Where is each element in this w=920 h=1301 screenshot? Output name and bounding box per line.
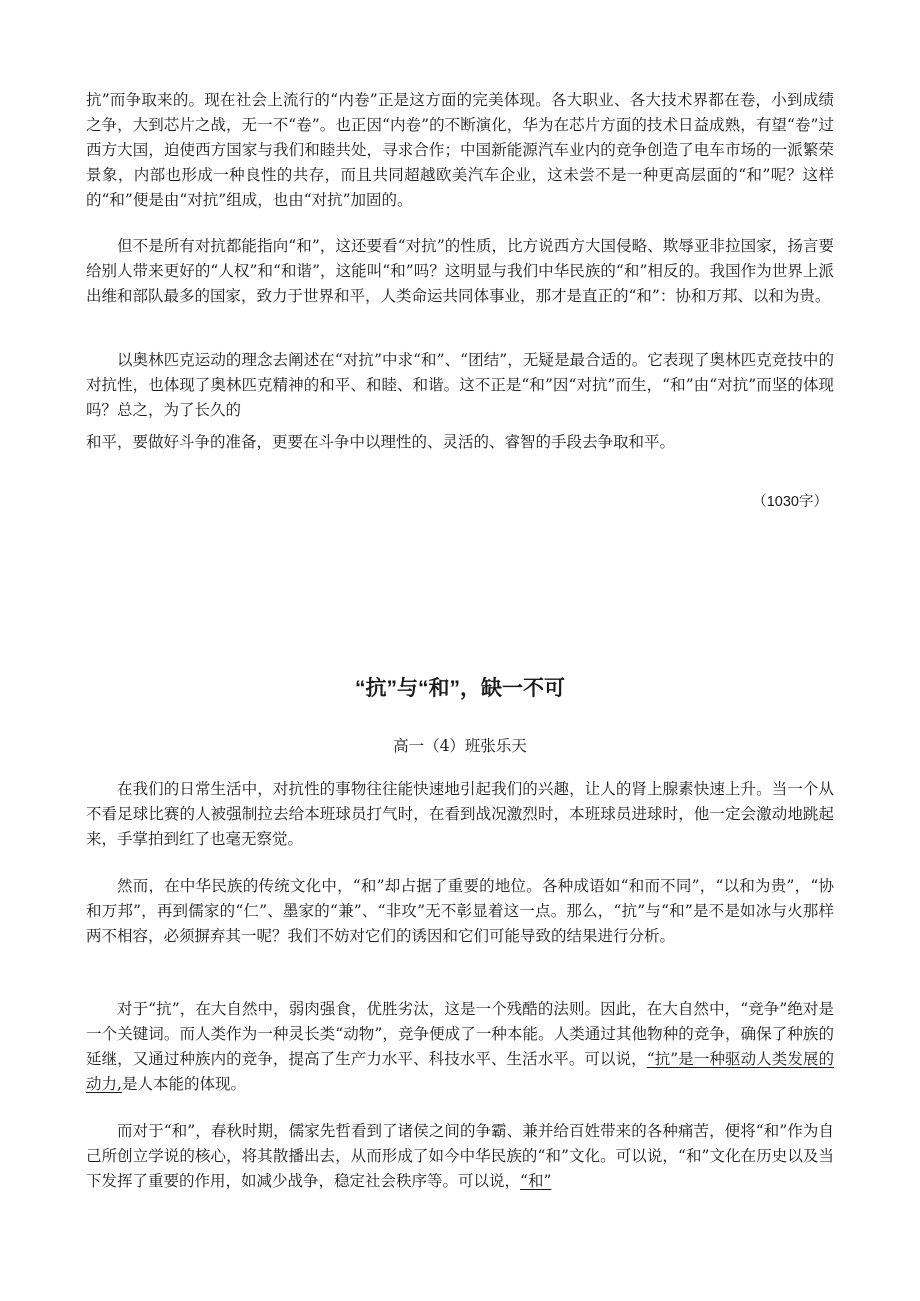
- prev-essay-paragraph-4: 和平，要做好斗争的准备，更要在斗争中以理性的、灵活的、睿智的手段去争取和平。: [86, 433, 676, 451]
- paragraph-3-text-start: 对于“抗”，在大自然中，弱肉强食，优胜劣汰，这是一个残酷的法则。因此，在大自然中，“竞争”绝对是一个关键词。而人类作为一种灵长类“动物”，竞争便成了一种本能。人类通过其他物种的竞争，确保了种族的延继，又通过种族内的竞争，提高了生产力水平、科技水平、生活水平。可以说，: [86, 1000, 834, 1068]
- essay-paragraph-3: [86, 997, 834, 1097]
- essay-paragraph-4: [86, 1119, 834, 1194]
- essay-title: “抗”与“和”，缺一不可: [355, 677, 565, 700]
- paragraph-3-text-end: 是人本能的体现。: [121, 1075, 246, 1093]
- essay-author: 高一（4）班张乐天: [393, 737, 527, 755]
- prev-essay-paragraph-2: 但不是所有对抗都能指向“和”，这还要看“对抗”的性质，比方说西方大国侵略、欺辱亚非拉国家，扬言要给别人带来更好的“人权”和“和谐”，这能叫“和”吗？这明显与我们中华民族的“和”相反的。我国作为世界上派出维和部队最多的国家，致力于世界和平，人类命运共同体事业，那才是直正的“和”：协和万邦、以和为贵。: [86, 237, 834, 305]
- word-count: （1030字）: [752, 494, 828, 510]
- paragraph-4-text-start: 而对于“和”，春秋时期，儒家先哲看到了诸侯之间的争霸、兼并给百姓带来的各种痛苦，便将“和”作为自己所创立学说的核心，将其散播出去，从而形成了如今中华民族的“和”文化。可以说，“和”文化在历史以及当下发挥了重要的作用，如减少战争，稳定社会秩序等。可以说，: [86, 1122, 834, 1190]
- underlined-phrase: “抗”是一种驱动人类发展的动力,: [86, 1050, 834, 1093]
- essay-paragraph-1: 在我们的日常生活中，对抗性的事物往往能快速地引起我们的兴趣，让人的肾上腺素快速上升。当一个从不看足球比赛的人被强制拉去给本班球员打气时，在看到战况激烈时，本班球员进球时，他一定会激动地跳起来，手掌拍到红了也毫无察觉。: [86, 780, 834, 848]
- essay-paragraph-2: 然而，在中华民族的传统文化中，“和”却占据了重要的地位。各种成语如“和而不同”，“以和为贵”，“协和万邦”，再到儒家的“仁”、墨家的“兼”、“非攻”无不彰显着这一点。那么，“抗”与“和”是不是如冰与火那样两不相容，必须摒弃其一呢？我们不妨对它们的诱因和它们可能导致的结果进行分析。: [86, 877, 834, 945]
- prev-essay-paragraph-1: 抗”而争取来的。现在社会上流行的“内卷”正是这方面的完美体现。各大职业、各大技术界都在卷，小到成绩之争，大到芯片之战，无一不“卷”。也正因“内卷”的不断演化，华为在芯片方面的技术日益成熟，有望“卷”过西方大国，迫使西方国家与我们和睦共处，寻求合作；中国新能源汽车业内的竞争创造了电车市场的一派繁荣景象，内部也形成一种良性的共存，而且共同超越欧美汽车企业，这未尝不是一种更高层面的“和”呢？这样的“和”便是由“对抗”组成，也由“对抗”加固的。: [86, 91, 834, 209]
- underlined-phrase-2: “和”: [520, 1172, 552, 1190]
- prev-essay-paragraph-3: 以奥林匹克运动的理念去阐述在“对抗”中求“和”、“团结”，无疑是最合适的。它表现了奥林匹克竞技中的对抗性，也体现了奥林匹克精神的和平、和睦、和谐。这不正是“和”因“对抗”而生，“和”由“对抗”而坚的体现吗？总之，为了长久的: [86, 351, 834, 419]
